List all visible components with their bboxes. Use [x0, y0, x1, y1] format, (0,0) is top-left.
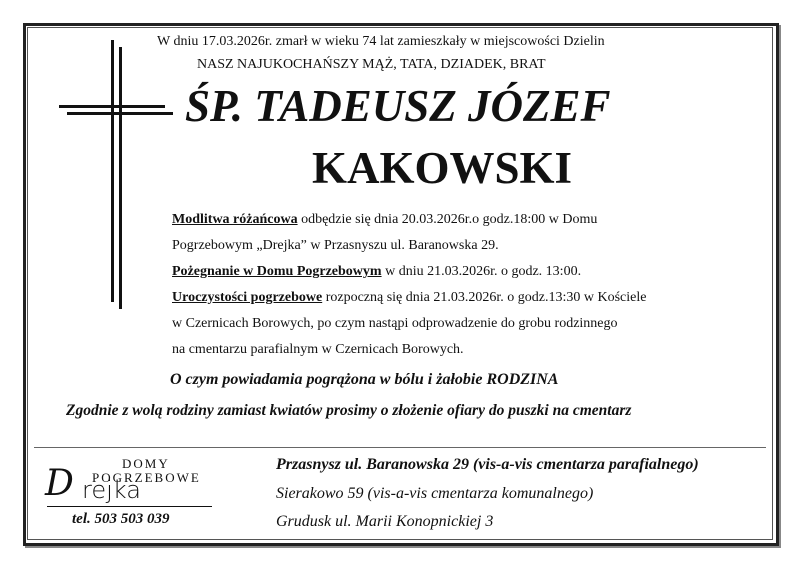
- donation-request: Zgodnie z wolą rodziny zamiast kwiatów prosimy o złożenie ofiary do puszki na cmentarz: [66, 402, 632, 419]
- family-notice: O czym powiadamia pogrążona w bólu i żałobie RODZINA: [170, 371, 559, 388]
- event-line: Pogrzebowym „Drejka” w Przasnyszu ul. Baranowska 29.: [172, 238, 499, 253]
- deceased-first-names: ŚP. TADEUSZ JÓZEF: [185, 81, 611, 131]
- phone-number: tel. 503 503 039: [72, 511, 170, 527]
- event-line: na cmentarzu parafialnym w Czernicach Borowych.: [172, 342, 464, 357]
- address-2: Sierakowo 59 (vis-a-vis cmentarza komunalnego): [276, 485, 594, 502]
- deceased-surname: KAKOWSKI: [312, 143, 573, 193]
- address-3: Grudusk ul. Marii Konopnickiej 3: [276, 513, 494, 530]
- event-line: Modlitwa różańcowa odbędzie się dnia 20.03.2026r.o godz.18:00 w Domu: [172, 212, 598, 227]
- event-line: Pożegnanie w Domu Pogrzebowym w dniu 21.03.2026r. o godz. 13:00.: [172, 264, 582, 279]
- divider: [34, 447, 766, 448]
- relation-line: NASZ NAJUKOCHAŃSZY MĄŻ, TATA, DZIADEK, BRAT: [197, 57, 546, 72]
- address-1: Przasnysz ul. Baranowska 29 (vis-a-vis cmentarza parafialnego): [276, 456, 699, 473]
- death-info: W dniu 17.03.2026r. zmarł w wieku 74 lat zamieszkały w miejscowości Dzielin: [157, 34, 605, 49]
- event-line: w Czernicach Borowych, po czym nastąpi odprowadzenie do grobu rodzinnego: [172, 316, 618, 331]
- event-line: Uroczystości pogrzebowe rozpoczną się dnia 21.03.2026r. o godz.13:30 w Kościele: [172, 290, 647, 305]
